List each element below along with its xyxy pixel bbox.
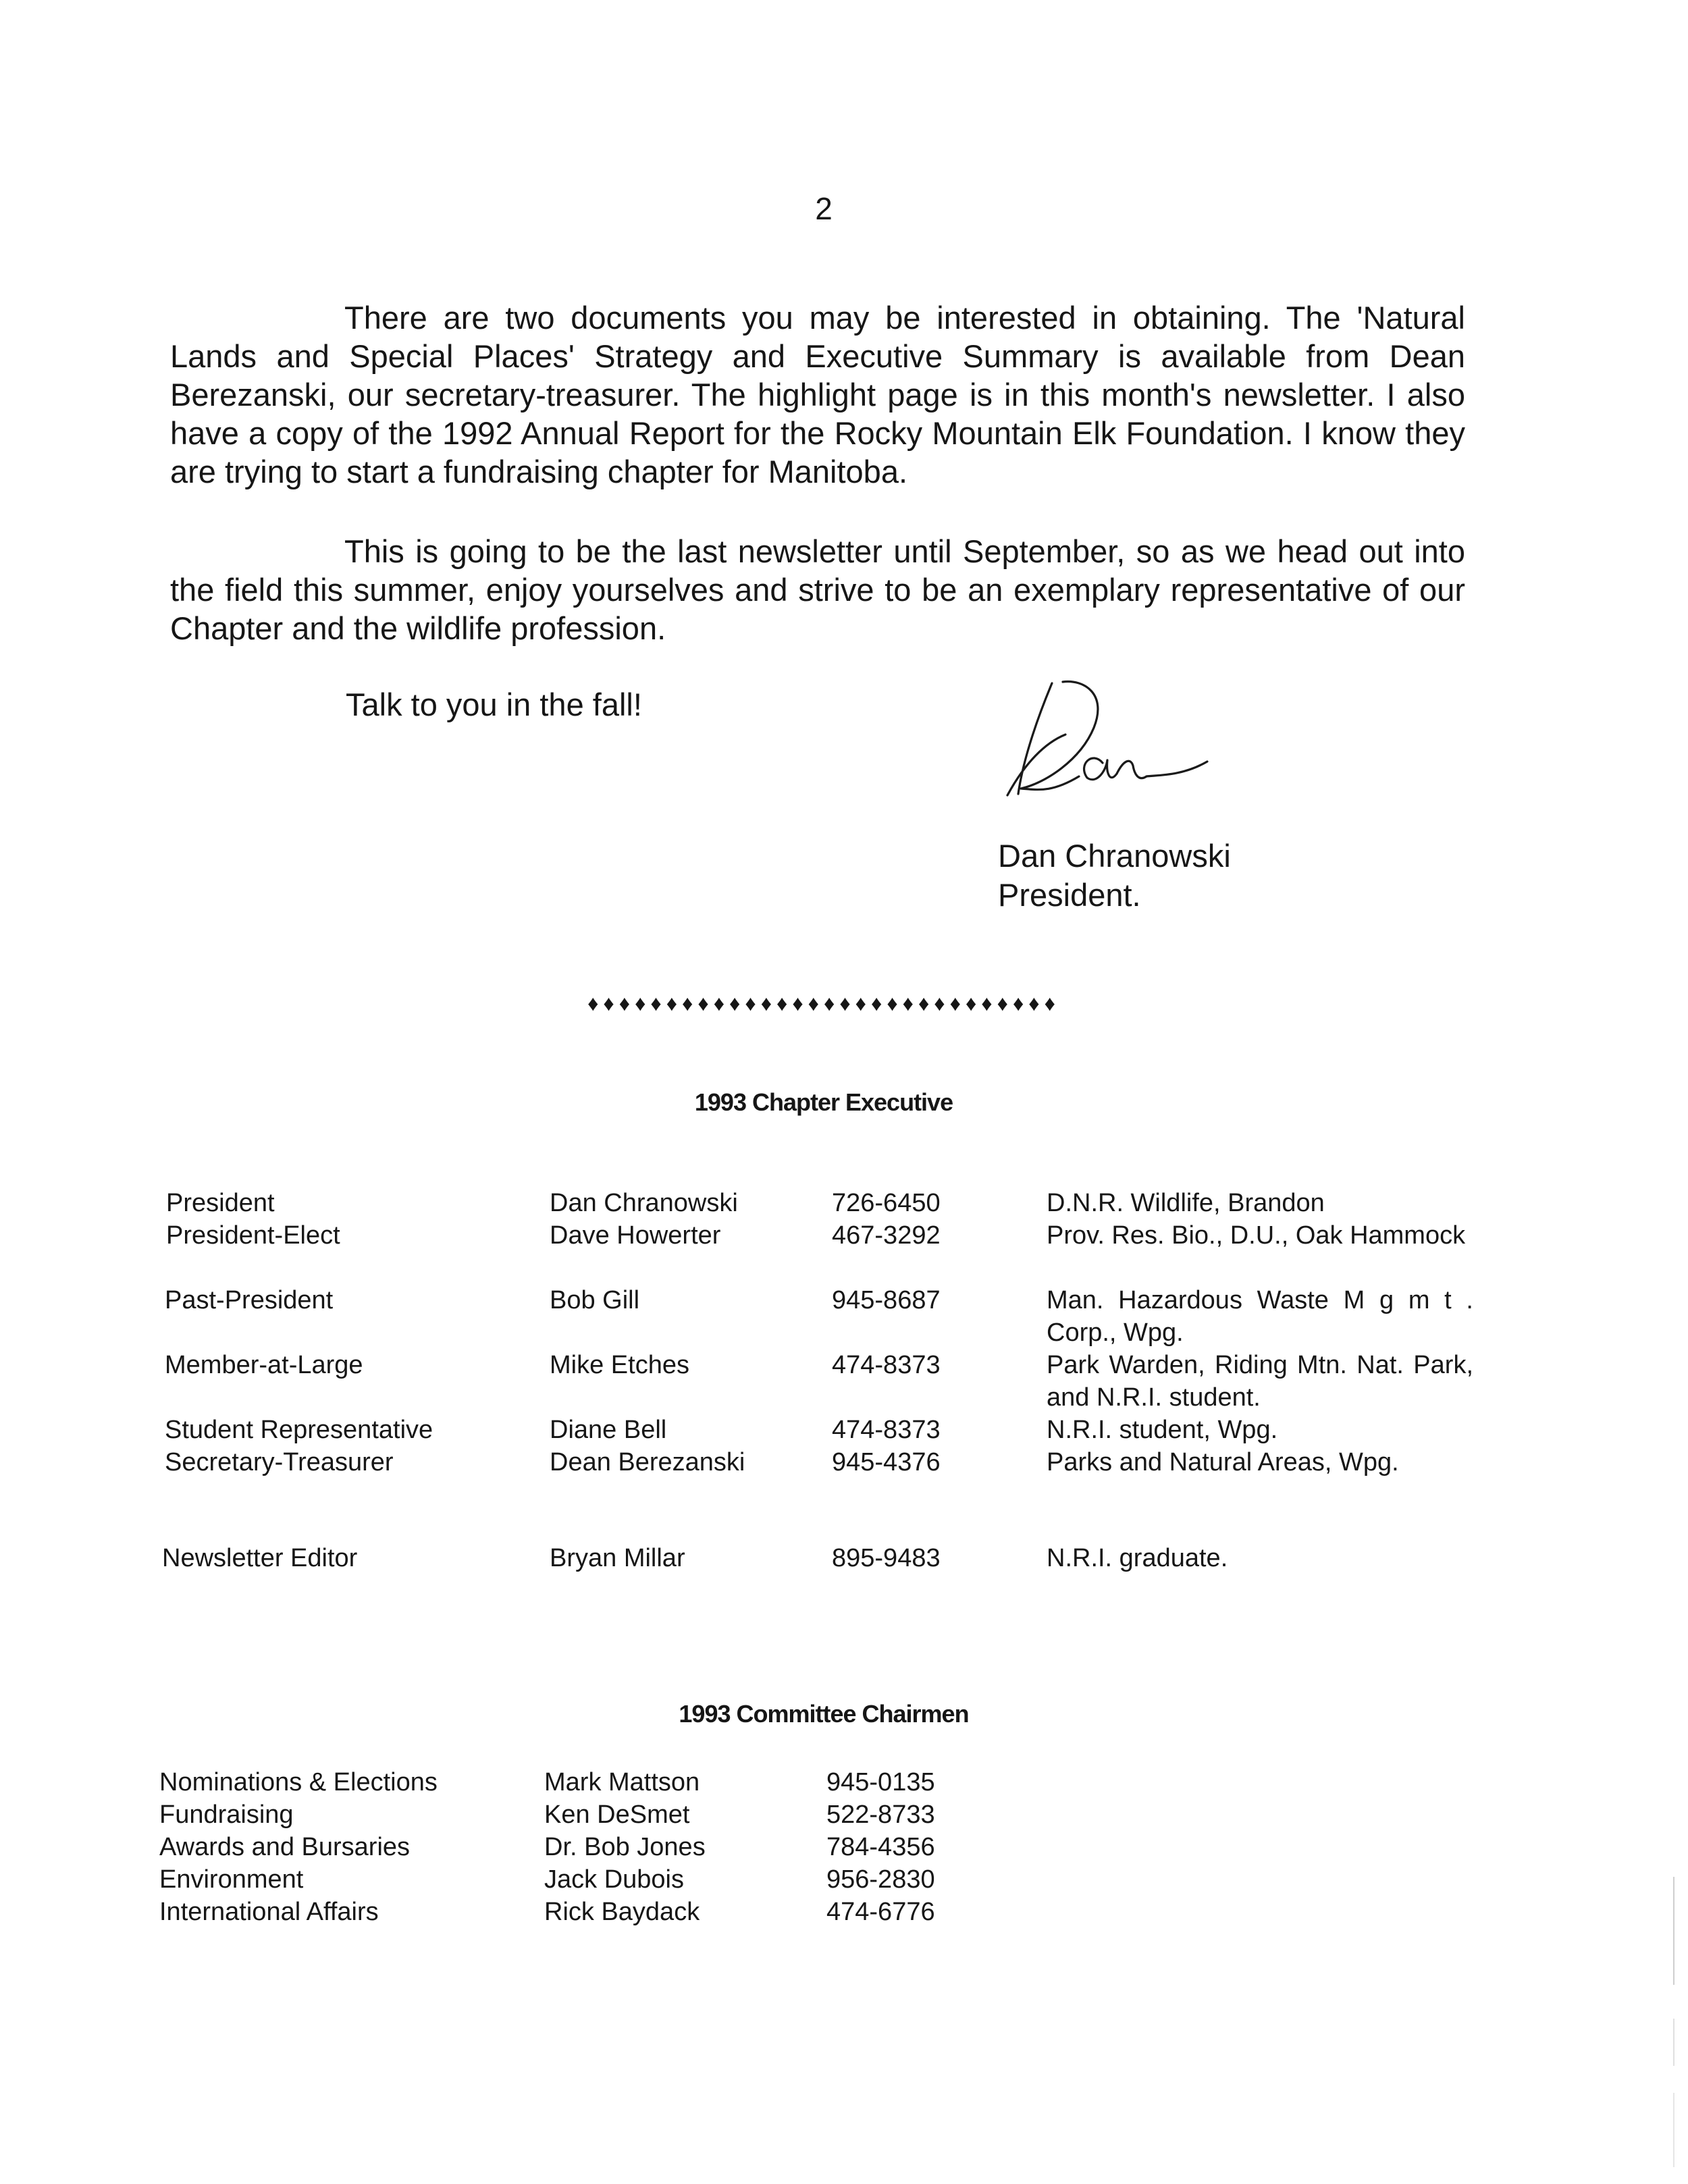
executive-role: President-Elect xyxy=(166,1221,340,1250)
executive-phone: 895-9483 xyxy=(832,1544,941,1572)
closing-line: Talk to you in the fall! xyxy=(346,687,642,722)
executive-phone: 726-6450 xyxy=(832,1189,941,1217)
page-number: 2 xyxy=(815,191,833,226)
executive-name: Mike Etches xyxy=(550,1351,689,1379)
committee-chair: Dr. Bob Jones xyxy=(544,1833,706,1861)
executive-affiliation: Man. Hazardous Waste M g m t . Corp., Wpg. xyxy=(1047,1286,1473,1347)
committee-phone: 474-6776 xyxy=(826,1898,935,1926)
executive-phone: 474-8373 xyxy=(832,1351,941,1379)
committees-section-title: 1993 Committee Chairmen xyxy=(679,1700,969,1728)
executive-name: Bryan Millar xyxy=(550,1544,685,1572)
committee-area: Nominations & Elections xyxy=(159,1768,438,1796)
paragraph-documents: There are two documents you may be interested in obtaining. The 'Natural Lands and Special Places' Strategy and Executive Summary is available from Dean Berezanski, our secretary-treasurer. The highlight page is in this month's newsletter. I also have a copy of the 1992 Annual Report for the Rocky Mountain Elk Foundation. I know they are trying to start a fundraising chapter for Manitoba. xyxy=(170,300,1465,489)
signer-title: President. xyxy=(998,877,1141,913)
committee-phone: 945-0135 xyxy=(826,1768,935,1796)
signature-image xyxy=(1005,675,1248,824)
executive-name: Dan Chranowski xyxy=(550,1189,738,1217)
executive-name: Bob Gill xyxy=(550,1286,640,1314)
executive-name: Dave Howerter xyxy=(550,1221,721,1250)
executive-affiliation: N.R.I. student, Wpg. xyxy=(1047,1416,1278,1444)
committee-area: Awards and Bursaries xyxy=(159,1833,411,1861)
executive-phone: 945-8687 xyxy=(832,1286,941,1314)
signer-name: Dan Chranowski xyxy=(998,838,1231,874)
executive-affiliation: Prov. Res. Bio., D.U., Oak Hammock xyxy=(1047,1221,1466,1250)
executive-role: Newsletter Editor xyxy=(162,1544,358,1572)
committee-chair: Ken DeSmet xyxy=(544,1801,690,1829)
scan-artifact-line xyxy=(1673,1877,1674,1985)
executive-role: Student Representative xyxy=(165,1416,433,1444)
executive-role: Member-at-Large xyxy=(165,1351,363,1379)
executive-affiliation: Park Warden, Riding Mtn. Nat. Park, and N.R.I. student. xyxy=(1047,1351,1473,1412)
committee-chair: Mark Mattson xyxy=(544,1768,700,1796)
diamond-divider: ♦♦♦♦♦♦♦♦♦♦♦♦♦♦♦♦♦♦♦♦♦♦♦♦♦♦♦♦♦♦ xyxy=(587,991,1060,1015)
scan-artifact-line xyxy=(1673,2093,1674,2167)
committee-area: International Affairs xyxy=(159,1898,379,1926)
executive-role: Secretary-Treasurer xyxy=(165,1448,394,1476)
executive-section-title: 1993 Chapter Executive xyxy=(694,1088,953,1116)
executive-affiliation: N.R.I. graduate. xyxy=(1047,1544,1228,1572)
executive-affiliation: D.N.R. Wildlife, Brandon xyxy=(1047,1189,1325,1217)
committee-phone: 522-8733 xyxy=(826,1801,935,1829)
executive-role: Past-President xyxy=(165,1286,334,1314)
paragraph-last-newsletter: This is going to be the last newsletter until September, so as we head out into the field this summer, enjoy yourselves and strive to be an exemplary representative of our Chapter and the wildlife profession. xyxy=(170,533,1465,646)
committee-phone: 956-2830 xyxy=(826,1865,935,1894)
executive-affiliation: Parks and Natural Areas, Wpg. xyxy=(1047,1448,1399,1476)
committee-area: Fundraising xyxy=(159,1801,294,1829)
executive-name: Dean Berezanski xyxy=(550,1448,745,1476)
committee-chair: Jack Dubois xyxy=(544,1865,684,1894)
executive-name: Diane Bell xyxy=(550,1416,667,1444)
executive-phone: 474-8373 xyxy=(832,1416,941,1444)
executive-role: President xyxy=(166,1189,275,1217)
executive-phone: 945-4376 xyxy=(832,1448,941,1476)
executive-phone: 467-3292 xyxy=(832,1221,941,1250)
committee-chair: Rick Baydack xyxy=(544,1898,700,1926)
scan-artifact-line xyxy=(1673,2019,1674,2066)
committee-area: Environment xyxy=(159,1865,304,1894)
committee-phone: 784-4356 xyxy=(826,1833,935,1861)
